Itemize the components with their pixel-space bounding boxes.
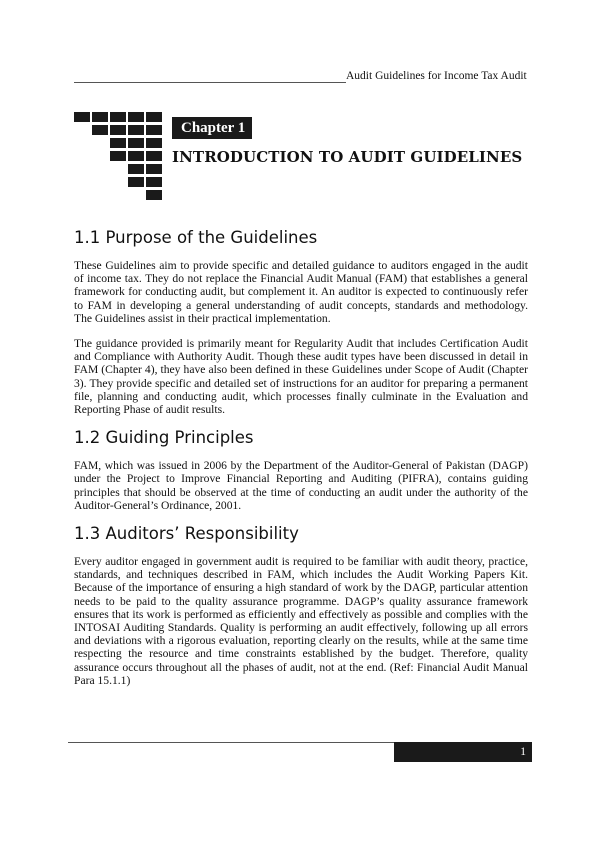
section-guiding-principles bbox=[74, 428, 528, 512]
page-number: 1 bbox=[394, 742, 532, 762]
section-auditors-responsibility bbox=[74, 524, 528, 687]
section-heading: 1.3 Auditors’ Responsibility bbox=[74, 524, 299, 544]
running-header: Audit Guidelines for Income Tax Audit bbox=[346, 70, 527, 82]
section-heading: 1.2 Guiding Principles bbox=[74, 428, 254, 448]
main-content bbox=[74, 228, 528, 699]
chapter-decoration bbox=[74, 112, 162, 202]
header-rule bbox=[74, 82, 346, 83]
chapter-label: Chapter 1 bbox=[172, 117, 252, 139]
section-heading: 1.1 Purpose of the Guidelines bbox=[74, 228, 318, 247]
paragraph: The guidance provided is primarily meant for Regularity Audit that includes Certification Audit and Compliance with Authority Audit. Though these audit types have been discussed in detail in FAM (Chapter 4), they have also been defined in these Guidelines under Scope of Audit (Chapter 3). They provide specific and detailed set of instructions for an auditor for preparing a permanent file, planning and conducting audit, which processes finally culminate in the Evaluation and Reporting Phase of audit results. bbox=[74, 337, 528, 417]
paragraph: These Guidelines aim to provide specific and detailed guidance to auditors engaged in the audit of income tax. They do not replace the Financial Audit Manual (FAM) that establishes a general framework for conducting audit, but complement it. An auditor is expected to continuously refer to FAM in developing a general understanding of audit concepts, standards and methodology. The Guidelines assist in their practical implementation. bbox=[74, 259, 528, 325]
chapter-title: INTRODUCTION TO AUDIT GUIDELINES bbox=[172, 148, 523, 166]
footer-rule bbox=[68, 742, 394, 743]
paragraph: Every auditor engaged in government audit is required to be familiar with audit theory, practice, standards, and techniques described in FAM, which includes the Audit Working Papers Kit. Because of the importance of ensuring a high standard of work by the DAGP, particular attention needs to be paid to the quality assurance programme. DAGP’s quality assurance framework ensures that its work is performed as efficiently and effectively as possible and complies with the INTOSAI Auditing Standards. Quality is performing an audit effectively, following up all errors and deviations with a rigorous evaluation, reporting clearly on the results, while at the same time respecting the resource and time constraints established by the budget. Therefore, quality assurance occurs throughout all the phases of audit, not at the end. (Ref: Financial Audit Manual Para 15.1.1) bbox=[74, 555, 528, 687]
paragraph: FAM, which was issued in 2006 by the Department of the Auditor-General of Pakistan (DAGP) under the Project to Improve Financial Reporting and Auditing (PIFRA), contains guiding principles that should be observed at the time of conducting an audit under the authority of the Auditor-General’s Ordinance, 2001. bbox=[74, 459, 528, 512]
section-purpose bbox=[74, 228, 528, 416]
